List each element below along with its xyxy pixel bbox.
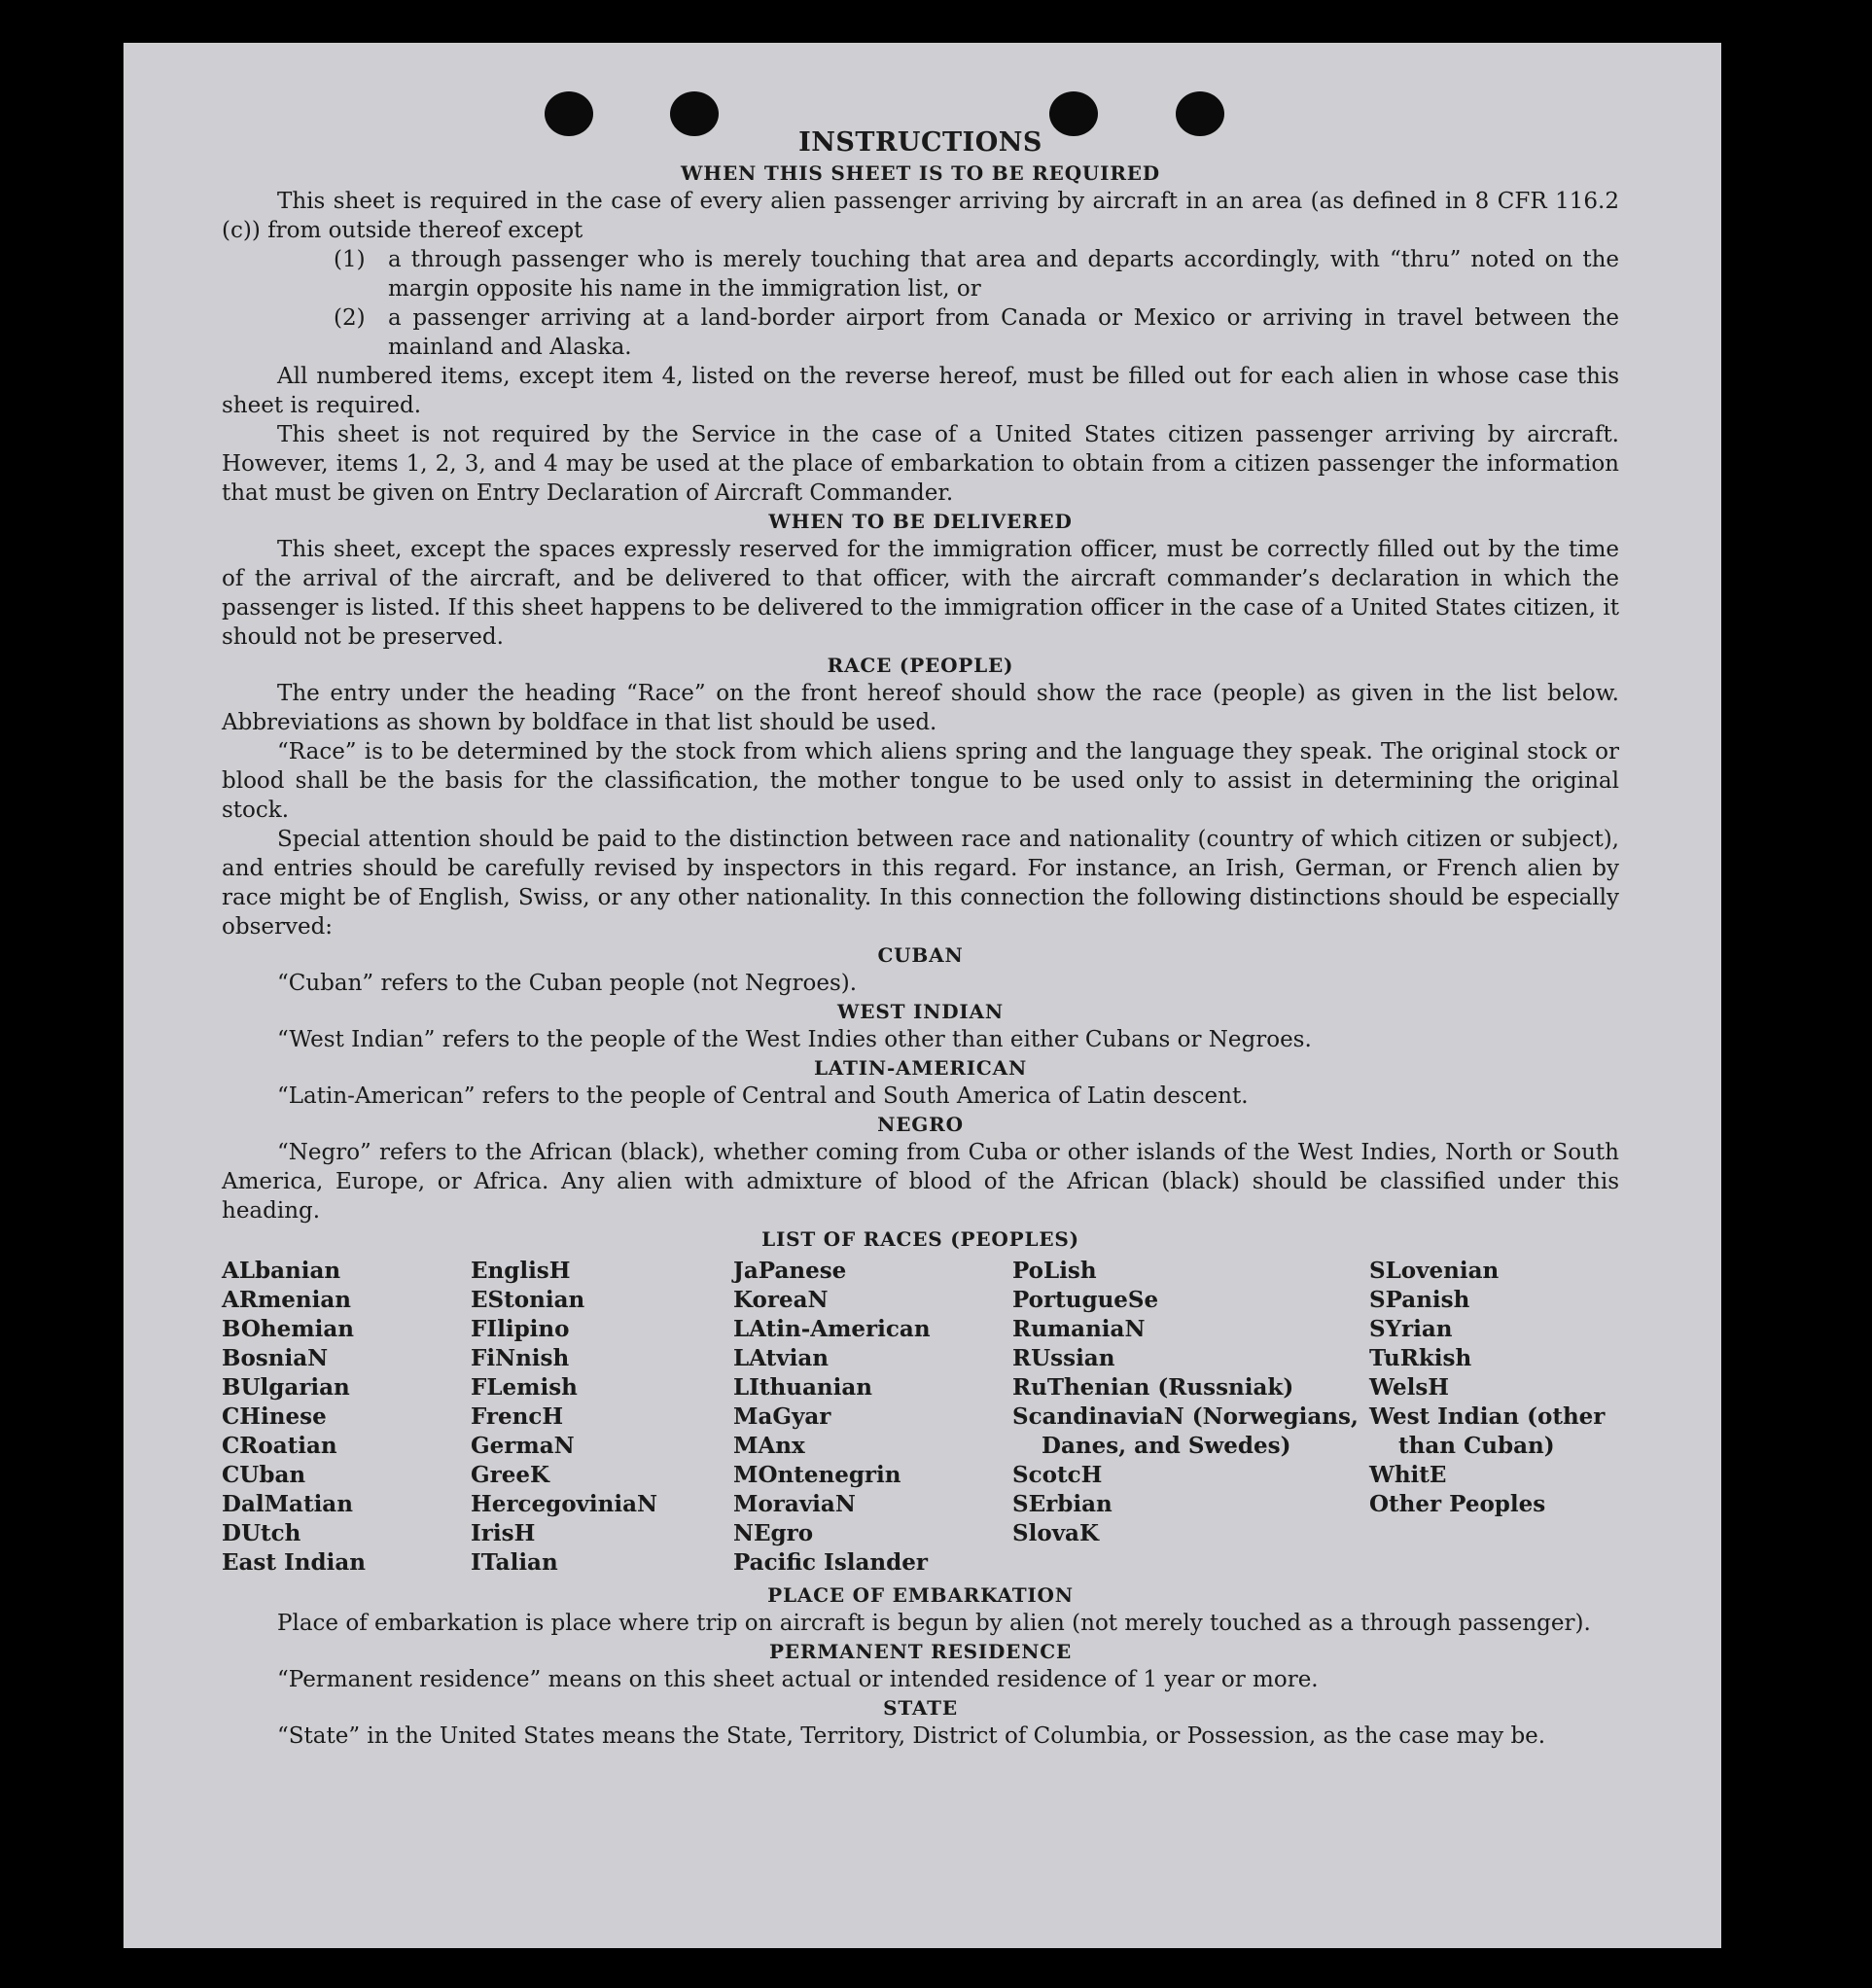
race-entry: LAtvian — [733, 1345, 829, 1371]
race-entry: BUlgarian — [222, 1374, 350, 1401]
race-entry: Other Peoples — [1369, 1491, 1546, 1517]
paragraph: All numbered items, except item 4, listed on the reverse hereof, must be filled out for each alien in whose case this sheet is required. — [222, 364, 1619, 418]
race-entry: WhitE — [1369, 1462, 1447, 1488]
race-entry: LAtin-American — [733, 1316, 931, 1342]
race-entry: FIlipino — [471, 1316, 570, 1342]
item-text: a passenger arriving at a land-border airport from Canada or Mexico or arriving in travel between the mainland and Alaska. — [388, 305, 1619, 360]
race-entry: ScandinaviaN (Norwegians, Danes, and Swedes) — [1012, 1403, 1359, 1459]
race-entry: MoraviaN — [733, 1491, 856, 1517]
paragraph: This sheet is not required by the Service in the case of a United States citizen passenger arriving by aircraft. However, items 1, 2, 3, and 4 may be used at the place of embarkation to obtain from a citizen passenger the information that must be given on Entry Declaration of Aircraft Commander. — [222, 422, 1619, 506]
race-entry: West Indian (other than Cuban) — [1369, 1403, 1606, 1459]
race-entry: NEgro — [733, 1520, 814, 1546]
heading-race: RACE (PEOPLE) — [827, 654, 1014, 677]
race-entry: FrencH — [471, 1403, 564, 1430]
race-entry: WelsH — [1369, 1374, 1450, 1401]
race-entry: EnglisH — [471, 1258, 571, 1284]
race-entry: RUssian — [1012, 1345, 1115, 1371]
heading-embarkation: PLACE OF EMBARKATION — [767, 1583, 1074, 1607]
race-column — [1369, 1257, 1619, 1578]
race-column — [733, 1257, 1012, 1578]
heading-cuban: CUBAN — [877, 943, 964, 967]
race-entry: RuThenian (Russniak) — [1012, 1374, 1294, 1401]
race-entry: HercegoviniaN — [471, 1491, 658, 1517]
document-sheet — [124, 43, 1721, 1948]
race-entry: LIthuanian — [733, 1374, 872, 1401]
race-entry: CUban — [222, 1462, 306, 1488]
race-entry: RumaniaN — [1012, 1316, 1146, 1342]
race-entry: BosniaN — [222, 1345, 329, 1371]
item-number: (1) — [334, 247, 366, 272]
heading-delivered: WHEN TO BE DELIVERED — [768, 510, 1073, 533]
heading-required: WHEN THIS SHEET IS TO BE REQUIRED — [681, 161, 1160, 185]
race-entry: BOhemian — [222, 1316, 354, 1342]
race-entry: ARmenian — [222, 1287, 352, 1313]
heading-west-indian: WEST INDIAN — [837, 1000, 1004, 1023]
race-entry: MOntenegrin — [733, 1462, 901, 1488]
race-entry: DalMatian — [222, 1491, 353, 1517]
race-entry: GreeK — [471, 1462, 550, 1488]
race-entry: GermaN — [471, 1433, 575, 1459]
paragraph: “Negro” refers to the African (black), whether coming from Cuba or other islands of the West Indies, North or South America, Europe, or Africa. Any alien with admixture of blood of the African (black) should be classified under this heading. — [222, 1140, 1619, 1224]
race-entry: TuRkish — [1369, 1345, 1472, 1371]
race-entry: SlovaK — [1012, 1520, 1099, 1546]
race-entry: KoreaN — [733, 1287, 829, 1313]
paragraph: “Race” is to be determined by the stock from which aliens spring and the language they speak. The original stock or blood shall be the basis for the classification, the mother tongue to be used only to assist in determining the original stock. — [222, 739, 1619, 823]
race-entry: ScotcH — [1012, 1462, 1103, 1488]
paragraph: This sheet is required in the case of every alien passenger arriving by aircraft in an area (as defined in 8 CFR 116.2 (c)) from outside thereof except — [222, 189, 1619, 243]
numbered-item — [222, 245, 1619, 303]
item-number: (2) — [334, 305, 366, 331]
race-entry: IrisH — [471, 1520, 536, 1546]
heading-latin-american: LATIN-AMERICAN — [813, 1056, 1028, 1080]
race-column — [1012, 1257, 1369, 1578]
page-title: INSTRUCTIONS — [798, 127, 1042, 158]
paragraph: Place of embarkation is place where trip on aircraft is begun by alien (not merely touched as a through passenger). — [277, 1611, 1591, 1636]
paragraph: “State” in the United States means the State, Territory, District of Columbia, or Possession, as the case may be. — [277, 1723, 1546, 1749]
race-entry: FiNnish — [471, 1345, 570, 1371]
race-entry: SYrian — [1369, 1316, 1453, 1342]
numbered-item — [222, 303, 1619, 362]
race-entry: PortugueSe — [1012, 1287, 1159, 1313]
race-entry: JaPanese — [733, 1258, 847, 1284]
race-entry: DUtch — [222, 1520, 301, 1546]
race-entry: Pacific Islander — [733, 1549, 928, 1576]
heading-state: STATE — [883, 1696, 958, 1720]
race-entry: MAnx — [733, 1433, 805, 1459]
paragraph: “Permanent residence” means on this sheet actual or intended residence of 1 year or more. — [277, 1667, 1319, 1692]
race-entry: CHinese — [222, 1403, 327, 1430]
item-text: a through passenger who is merely touching that area and departs accordingly, with “thru” noted on the margin opposite his name in the immigration list, or — [388, 247, 1619, 302]
race-entry: ALbanian — [222, 1258, 341, 1284]
race-entry: SErbian — [1012, 1491, 1113, 1517]
race-list — [222, 1257, 1619, 1578]
paragraph: Special attention should be paid to the distinction between race and nationality (country of which citizen or subject), and entries should be carefully revised by inspectors in this regard. For instance, an Irish, German, or French alien by race might be of English, Swiss, or any other nationality. In this connection the following distinctions should be especially observed: — [222, 827, 1619, 940]
heading-negro: NEGRO — [877, 1113, 964, 1136]
race-entry: CRoatian — [222, 1433, 337, 1459]
heading-list-of-races: LIST OF RACES (PEOPLES) — [761, 1227, 1079, 1251]
race-entry: East Indian — [222, 1549, 366, 1576]
paragraph: The entry under the heading “Race” on the front hereof should show the race (people) as given in the list below. Abbreviations as shown by boldface in that list should be used. — [222, 681, 1619, 735]
race-column — [222, 1257, 471, 1578]
race-entry: SPanish — [1369, 1287, 1470, 1313]
race-entry: MaGyar — [733, 1403, 831, 1430]
race-entry: ITalian — [471, 1549, 558, 1576]
heading-residence: PERMANENT RESIDENCE — [768, 1640, 1073, 1663]
race-entry: PoLish — [1012, 1258, 1097, 1284]
instructions-content — [222, 126, 1619, 1751]
race-entry: FLemish — [471, 1374, 578, 1401]
paragraph: “Cuban” refers to the Cuban people (not Negroes). — [277, 971, 858, 996]
paragraph: “West Indian” refers to the people of the West Indies other than either Cubans or Negroes. — [277, 1027, 1312, 1052]
race-entry: SLovenian — [1369, 1258, 1500, 1284]
race-entry: EStonian — [471, 1287, 585, 1313]
paragraph: “Latin-American” refers to the people of Central and South America of Latin descent. — [277, 1083, 1249, 1109]
race-column — [471, 1257, 733, 1578]
paragraph: This sheet, except the spaces expressly reserved for the immigration officer, must be correctly filled out by the time of the arrival of the aircraft, and be delivered to that officer, with the aircraft commander’s declaration in which the passenger is listed. If this sheet happens to be delivered to the immigration officer in the case of a United States citizen, it should not be preserved. — [222, 537, 1619, 650]
